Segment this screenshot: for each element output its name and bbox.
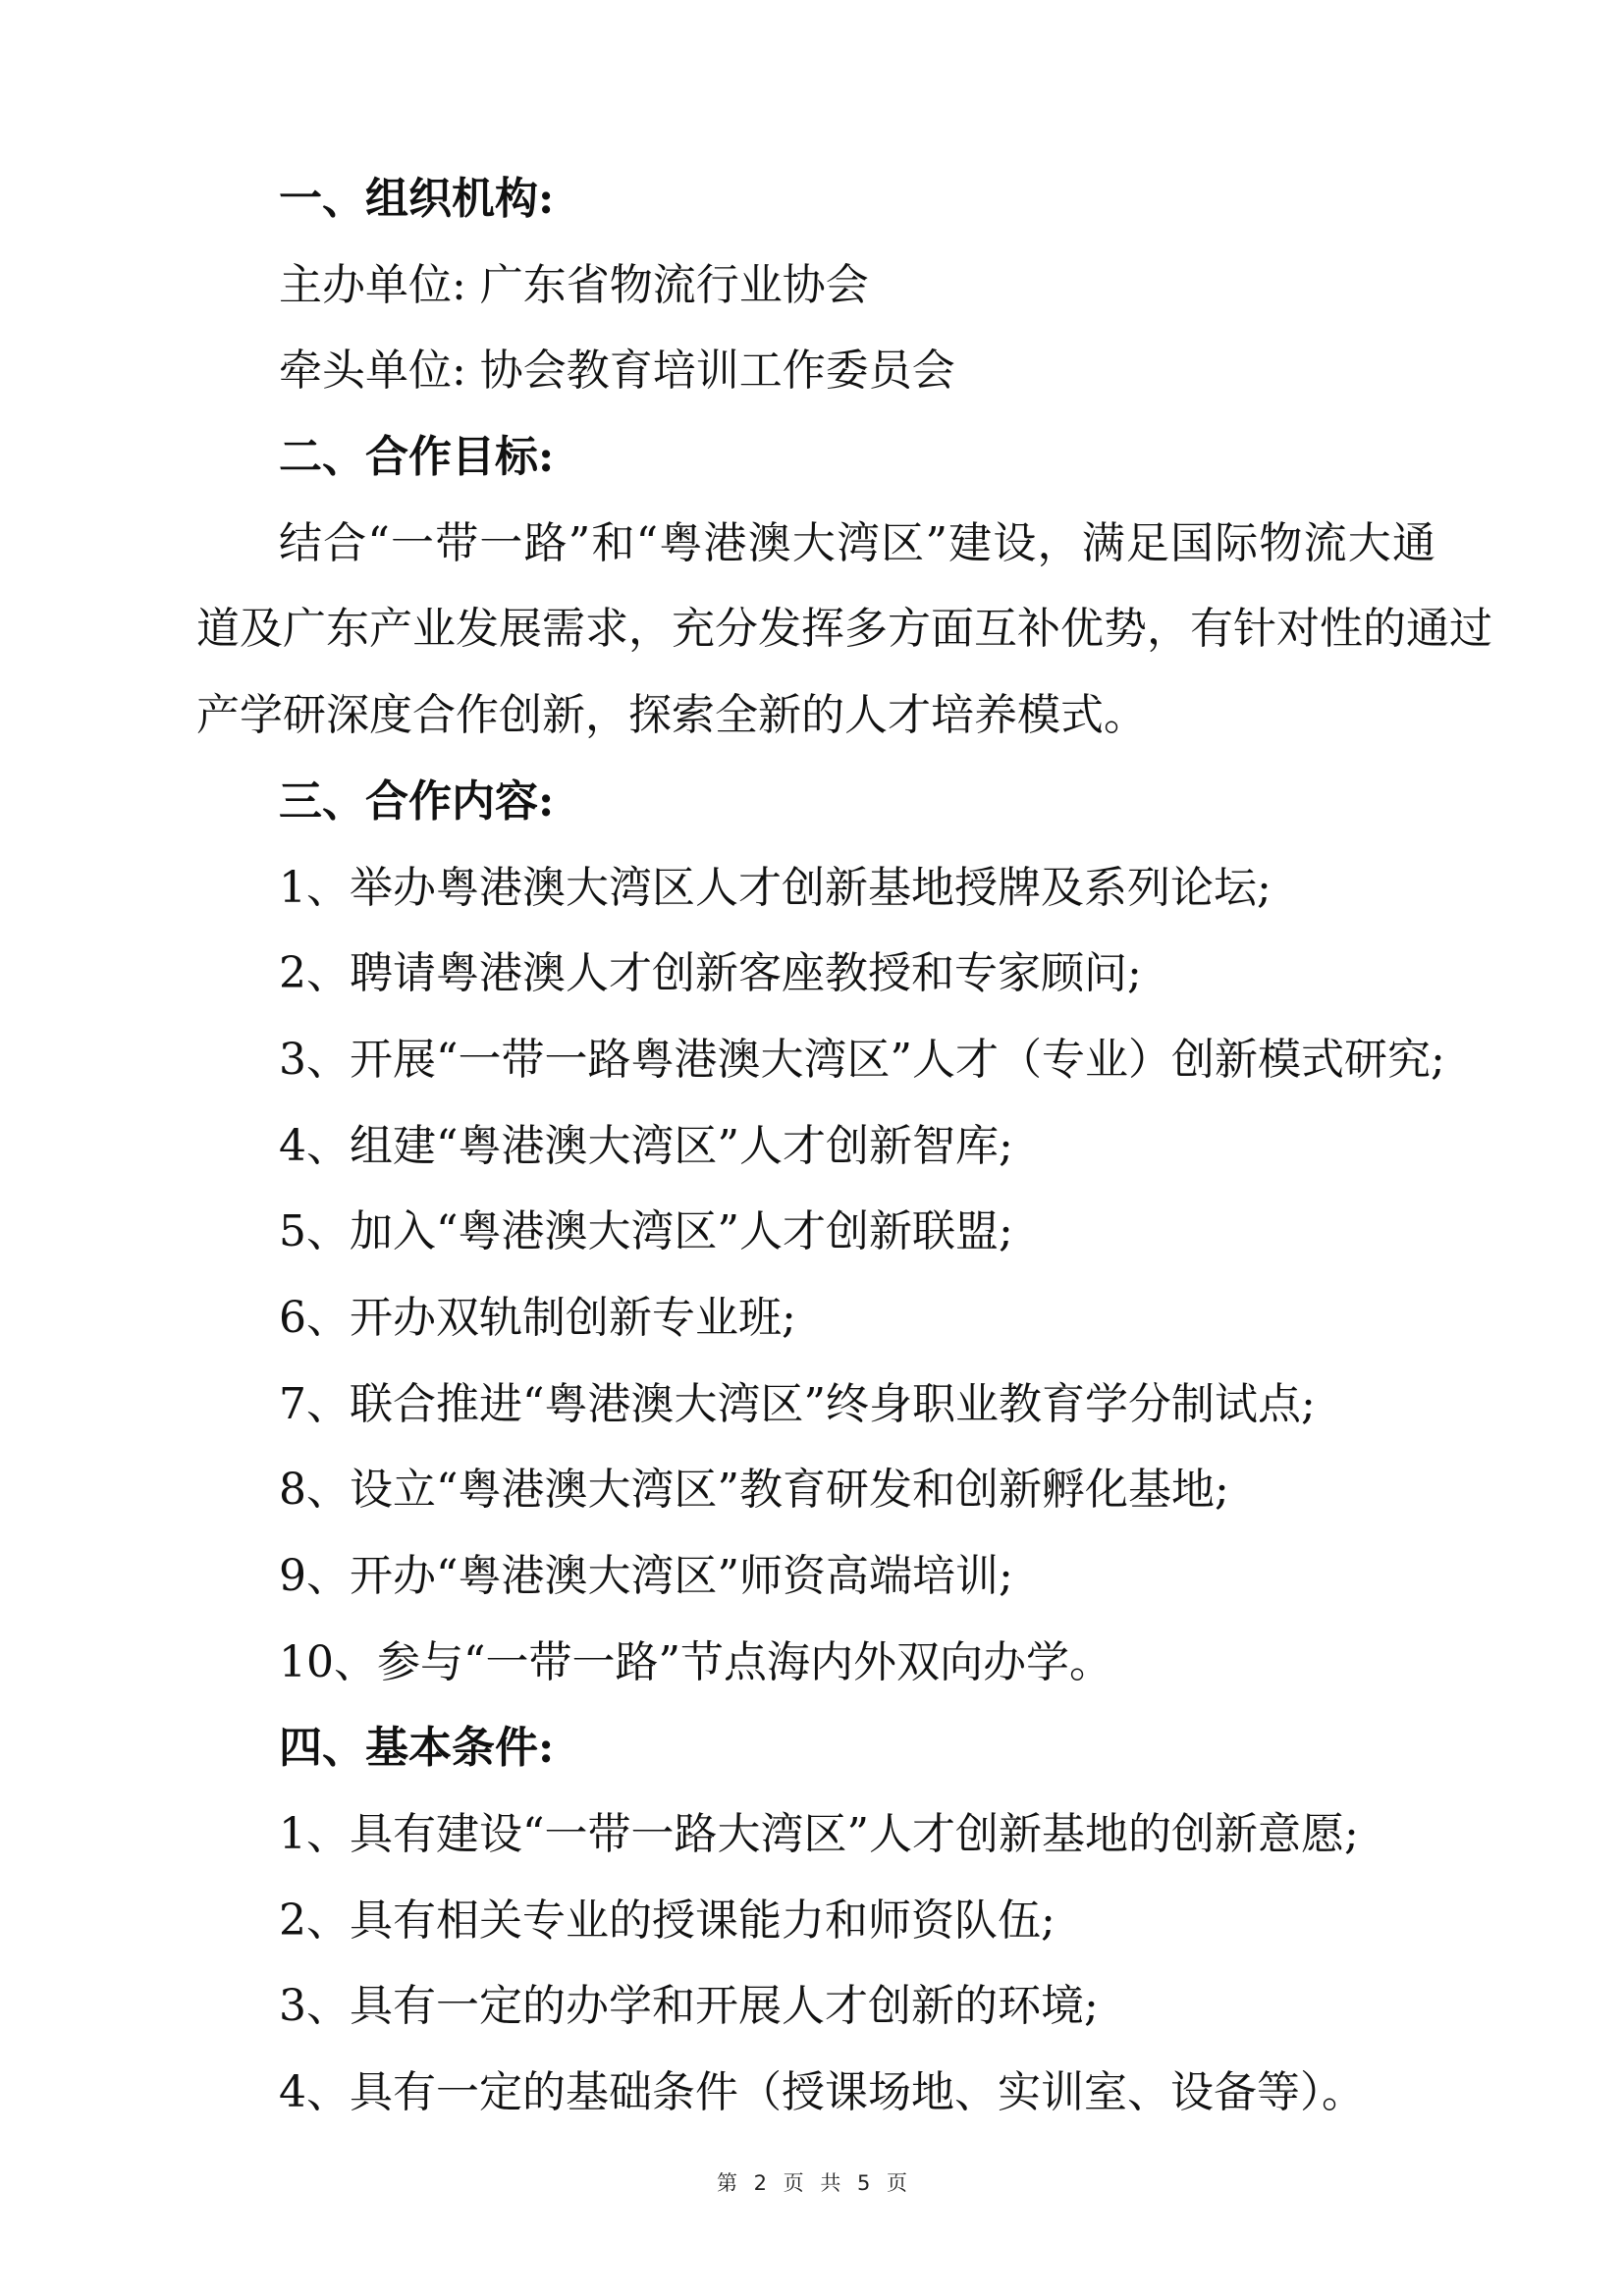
content-item: 9、开办“粤港澳大湾区”师资高端培训; (279, 1551, 1013, 1601)
content-item: 10、参与“一带一路”节点海内外双向办学。 (279, 1636, 1112, 1687)
document-page (196, 156, 1492, 2136)
host-unit: 主办单位: 广东省物流行业协会 (279, 259, 869, 310)
goal-paragraph-line: 产学研深度合作创新，探索全新的人才培养模式。 (196, 690, 1147, 741)
content-item: 5、加入“粤港澳大湾区”人才创新联盟; (279, 1206, 1013, 1257)
content-item: 7、联合推进“粤港澳大湾区”终身职业教育学分制试点; (279, 1378, 1316, 1429)
goal-paragraph-line: 结合“一带一路”和“粤港澳大湾区”建设，满足国际物流大通 (279, 517, 1435, 568)
content-item: 3、开展“一带一路粤港澳大湾区”人才（专业）创新模式研究; (279, 1034, 1445, 1085)
section-heading-content: 三、合作内容: (279, 775, 555, 827)
content-item: 1、举办粤港澳大湾区人才创新基地授牌及系列论坛; (279, 862, 1272, 913)
lead-unit: 牵头单位: 协会教育培训工作委员会 (279, 346, 955, 397)
page-number-footer: 第 2 页 共 5 页 (716, 2171, 908, 2195)
content-item: 4、组建“粤港澳大湾区”人才创新智库; (279, 1120, 1013, 1171)
condition-item: 4、具有一定的基础条件（授课场地、实训室、设备等）。 (279, 2067, 1365, 2118)
content-item: 8、设立“粤港澳大湾区”教育研发和创新孵化基地; (279, 1465, 1229, 1516)
condition-item: 1、具有建设“一带一路大湾区”人才创新基地的创新意愿; (279, 1809, 1359, 1860)
section-heading-goal: 二、合作目标: (279, 432, 555, 483)
section-heading-conditions: 四、基本条件: (279, 1723, 555, 1774)
section-heading-organization: 一、组织机构: (279, 174, 555, 224)
goal-paragraph-line: 道及广东产业发展需求，充分发挥多方面互补优势，有针对性的通过 (196, 604, 1492, 655)
content-item: 6、开办双轨制创新专业班; (279, 1292, 796, 1343)
condition-item: 2、具有相关专业的授课能力和师资队伍; (279, 1895, 1056, 1946)
condition-item: 3、具有一定的办学和开展人才创新的环境; (279, 1981, 1099, 2032)
content-item: 2、聘请粤港澳人才创新客座教授和专家顾问; (279, 948, 1142, 999)
